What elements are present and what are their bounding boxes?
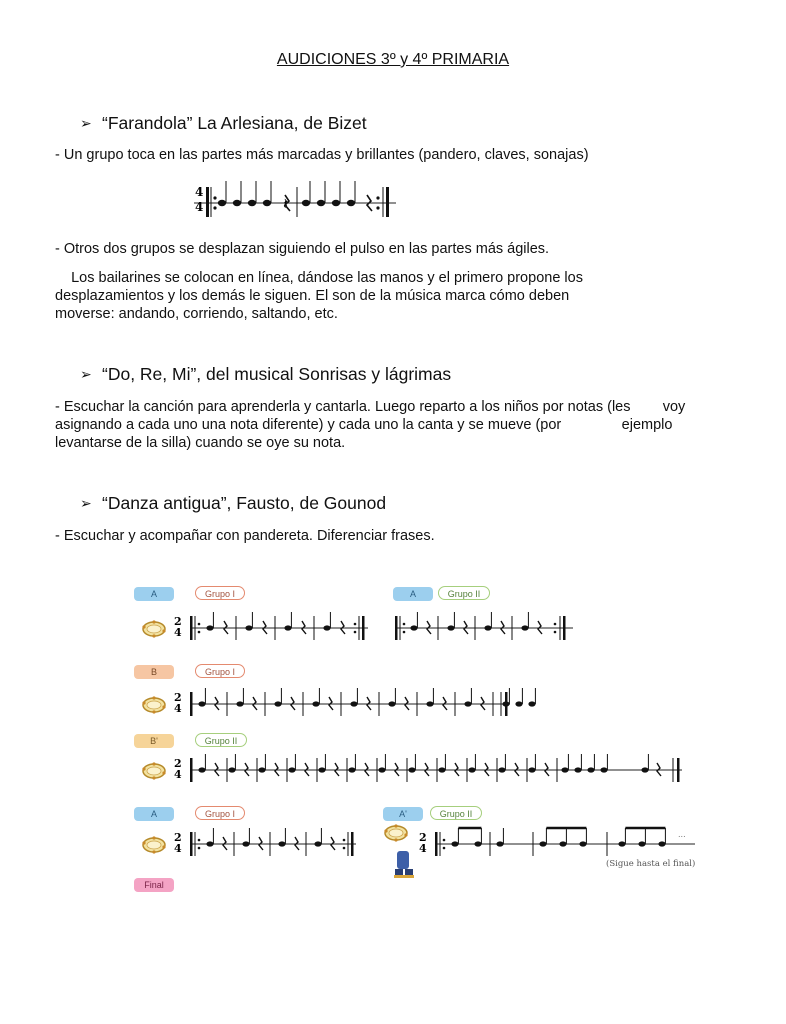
tambourine-icon	[142, 836, 165, 853]
label-grupo-2-b: Grupo II	[195, 733, 247, 747]
heading-text: “Danza antigua”, Fausto, de Gounod	[102, 493, 387, 513]
farandola-line-1: - Un grupo toca en las partes más marcadas y brillantes (pandero, claves, sonajas)	[55, 147, 589, 163]
label-b-prime: B'	[134, 734, 174, 748]
note	[464, 688, 471, 707]
section-heading-farandola	[80, 113, 367, 134]
label-grupo-2: Grupo II	[438, 586, 490, 600]
note	[600, 754, 607, 773]
section-heading-doremi	[80, 364, 451, 385]
repeat-end-bar	[376, 187, 389, 217]
repeat-start-bar	[190, 616, 193, 640]
label-b: B	[134, 665, 174, 679]
label-a-2: A	[393, 587, 433, 601]
score-staves: 24 ... (Sigue hasta el final)	[0, 575, 768, 905]
note	[474, 828, 481, 847]
note	[312, 688, 319, 707]
tambourine-icon	[384, 824, 407, 841]
danza-line-1: - Escuchar y acompañar con pandereta. Diferenciar frases.	[55, 528, 435, 544]
note	[426, 688, 433, 707]
note	[350, 688, 357, 707]
time-signature	[174, 615, 182, 639]
page-title: AUDICIONES 3º y 4º PRIMARIA	[276, 51, 510, 68]
label-a-prime: A'	[383, 807, 423, 821]
note	[587, 754, 594, 773]
note	[559, 828, 566, 847]
dancer-figure-icon	[394, 851, 414, 878]
rhythm-staff-farandola	[190, 175, 400, 223]
quarter-rest: 𝄽	[283, 194, 288, 213]
note	[579, 828, 586, 847]
arrow-bullet-icon: ➢	[80, 115, 92, 131]
tambourine-icon	[142, 620, 165, 637]
note	[438, 754, 445, 773]
heading-text: “Farandola” La Arlesiana, de Bizet	[102, 113, 367, 133]
note	[348, 754, 355, 773]
note	[498, 754, 505, 773]
label-grupo-1-c: Grupo I	[195, 806, 245, 820]
paragraph-line: moverse: andando, corriendo, saltando, etc.	[55, 306, 338, 322]
notes-farandola-2	[302, 181, 355, 206]
note	[451, 828, 458, 847]
ellipsis: ...	[678, 830, 686, 839]
paragraph-line: Los bailarines se colocan en línea, dándose las manos y el primero propone los	[55, 270, 583, 286]
note	[496, 828, 503, 847]
note	[515, 688, 522, 707]
label-a-3: A	[134, 807, 174, 821]
note	[638, 828, 645, 847]
note	[288, 754, 295, 773]
note	[198, 754, 205, 773]
note	[528, 688, 535, 707]
label-grupo-1: Grupo I	[195, 586, 245, 600]
note	[658, 828, 665, 847]
heading-text: “Do, Re, Mi”, del musical Sonrisas y lágrimas	[102, 364, 452, 384]
note	[641, 754, 648, 773]
note	[318, 754, 325, 773]
paragraph-line: - Escuchar la canción para aprenderla y cantarla. Luego reparto a los niños por notas (les voy	[55, 399, 686, 415]
time-sig-bottom: 4	[195, 200, 204, 214]
repeat-start-bar	[206, 187, 217, 217]
label-grupo-2-c: Grupo II	[430, 806, 482, 820]
note	[236, 688, 243, 707]
arrow-bullet-icon: ➢	[80, 495, 92, 511]
note	[408, 754, 415, 773]
label-grupo-1-b: Grupo I	[195, 664, 245, 678]
time-sig-top: 4	[195, 185, 204, 199]
label-a: A	[134, 587, 174, 601]
tambourine-icon	[142, 762, 165, 779]
note	[618, 828, 625, 847]
section-heading-danza	[80, 493, 386, 514]
paragraph-line: asignando a cada uno una nota diferente) y cada uno la canta y se mueve (por ejemplo	[55, 417, 673, 433]
tambourine-icon	[142, 696, 165, 713]
note	[574, 754, 581, 773]
farandola-paragraph	[55, 269, 735, 323]
note	[378, 754, 385, 773]
note	[198, 688, 205, 707]
note	[274, 688, 281, 707]
farandola-line-2: - Otros dos grupos se desplazan siguiendo el pulso en las partes más ágiles.	[55, 241, 550, 257]
note	[258, 754, 265, 773]
note	[539, 828, 546, 847]
note	[561, 754, 568, 773]
note	[228, 754, 235, 773]
note	[388, 688, 395, 707]
paragraph-line: levantarse de la silla) cuando se oye su nota.	[55, 435, 346, 451]
paragraph-line: desplazamientos y los demás le siguen. El son de la música marca cómo deben	[55, 288, 570, 304]
doremi-paragraph	[55, 398, 735, 452]
sigue-note: (Sigue hasta el final)	[606, 859, 696, 869]
label-final: Final	[134, 878, 174, 892]
notes-farandola-1	[218, 181, 271, 206]
note	[468, 754, 475, 773]
note	[528, 754, 535, 773]
arrow-bullet-icon: ➢	[80, 366, 92, 382]
score-figure	[0, 563, 768, 905]
